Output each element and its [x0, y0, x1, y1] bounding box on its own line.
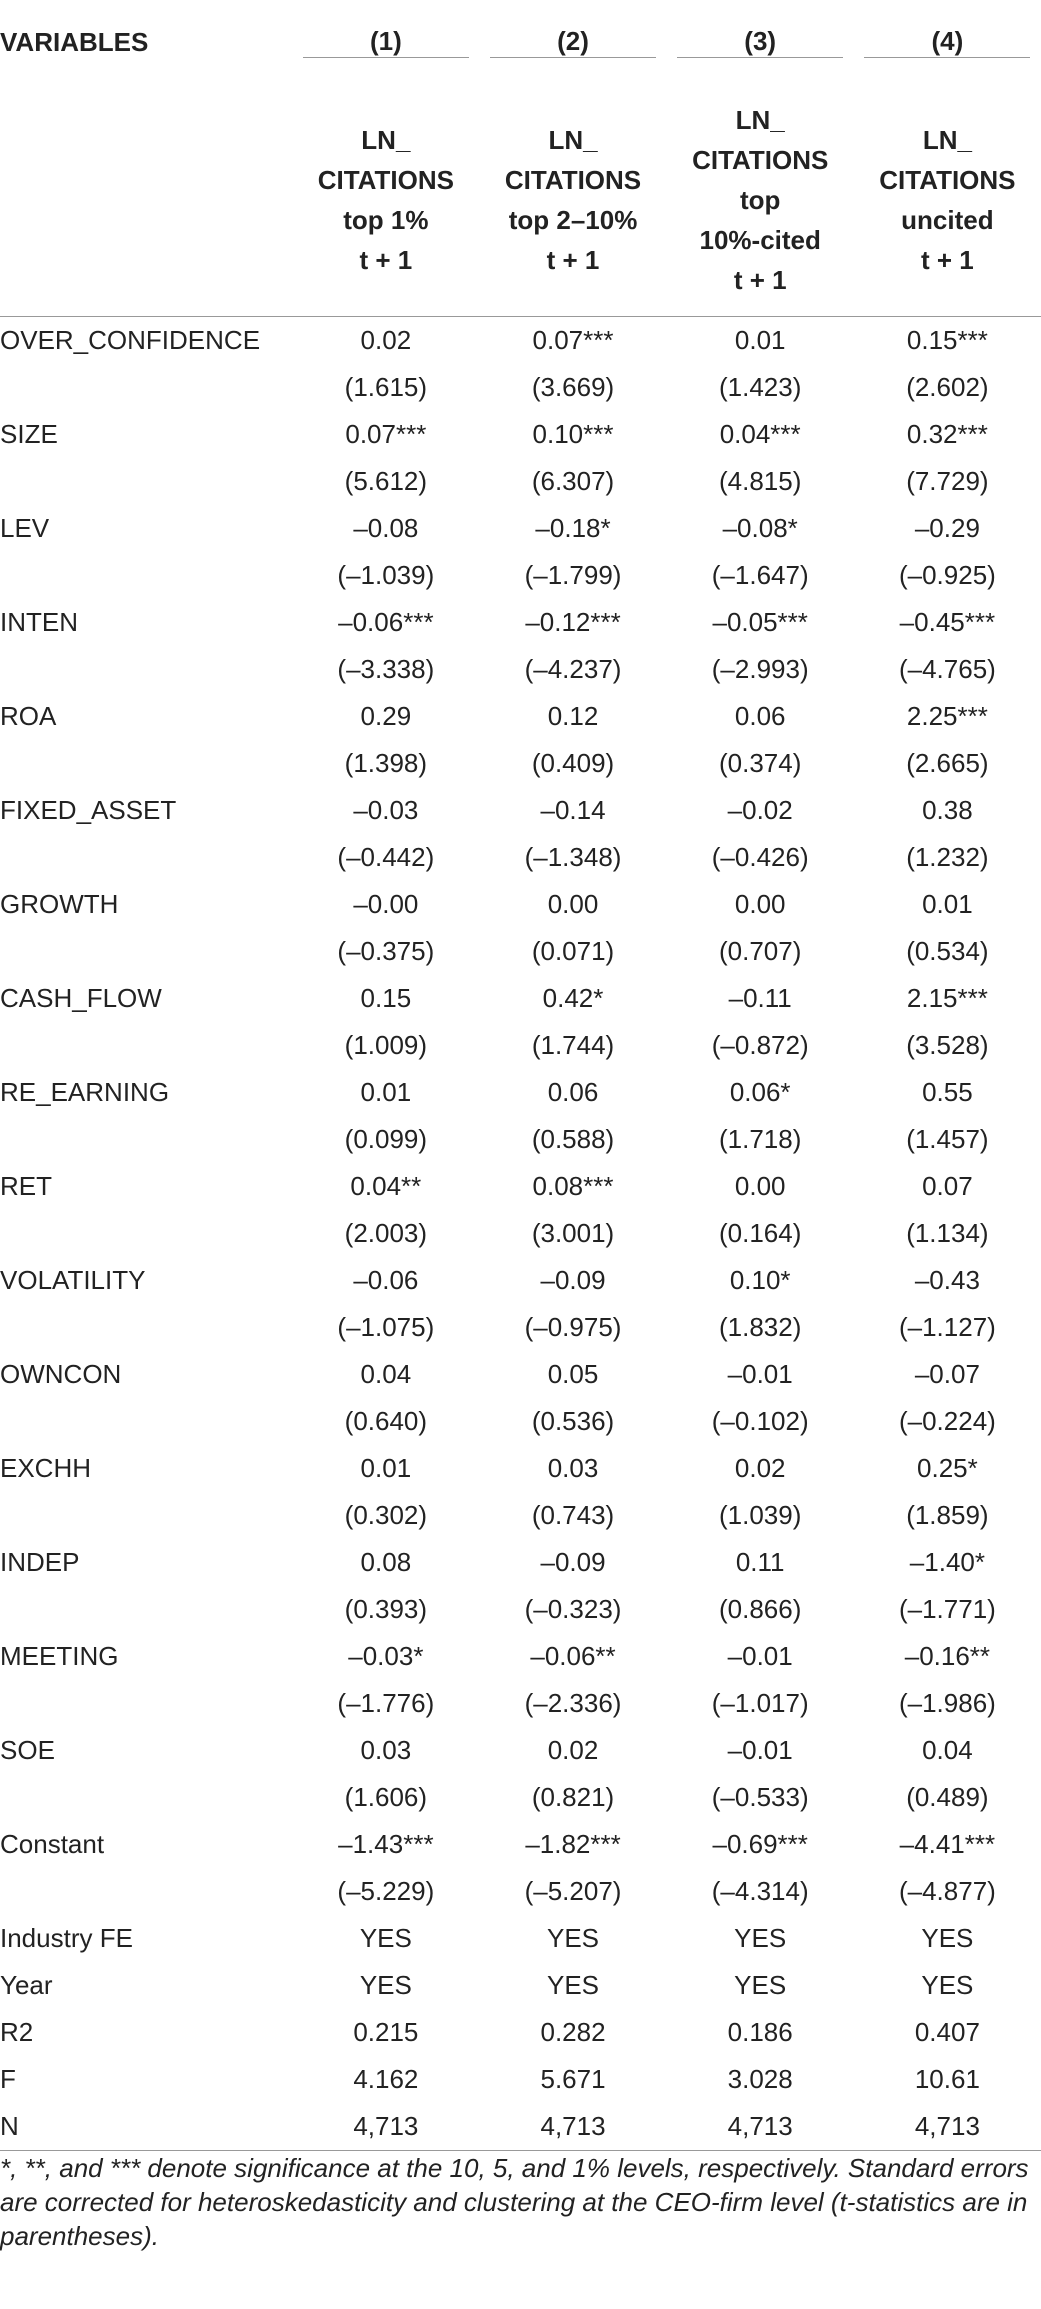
cell-col-4: (–0.224): [898, 1406, 996, 1436]
cell-col-4: 0.55: [922, 1077, 973, 1107]
table-row: [0, 1915, 1041, 1962]
cell-col-3: –0.69***: [712, 1829, 808, 1859]
row-label: EXCHH: [0, 1453, 92, 1483]
column-description-2: [479, 84, 666, 317]
cell-col-1: –0.06: [353, 1265, 419, 1295]
column-number-row: [0, 0, 1041, 84]
cell-col-3: 0.06: [734, 701, 786, 731]
cell-col-3: 0.10*: [729, 1265, 791, 1295]
table-row: [0, 1304, 1041, 1351]
table-row: [0, 1257, 1041, 1304]
cell-col-1: (1.615): [344, 372, 428, 402]
table-row: [0, 1445, 1041, 1492]
row-label: ROA: [0, 701, 57, 731]
cell-col-4: (1.232): [906, 842, 989, 872]
cell-col-2: 0.07***: [532, 325, 614, 355]
row-label: GROWTH: [0, 889, 119, 919]
cell-col-2: 0.00: [547, 889, 599, 919]
cell-col-3: (1.423): [719, 372, 802, 402]
cell-col-1: (–5.229): [337, 1876, 435, 1906]
column-description-1-text: LN_ CITATIONS top 1% t + 1: [317, 125, 454, 275]
cell-col-3: (–1.017): [711, 1688, 809, 1718]
table-row: [0, 317, 1041, 365]
cell-col-2: (–0.323): [524, 1594, 622, 1624]
cell-col-3: (–1.647): [711, 560, 809, 590]
cell-col-4: (3.528): [906, 1030, 989, 1060]
cell-col-3: –0.08*: [722, 513, 798, 543]
cell-col-2: 0.282: [540, 2017, 606, 2047]
cell-col-4: (1.859): [906, 1500, 989, 1530]
table-header: [0, 0, 1041, 317]
cell-col-1: –0.03: [353, 795, 419, 825]
cell-col-1: 0.04: [360, 1359, 412, 1389]
cell-col-4: (–0.925): [898, 560, 996, 590]
cell-col-2: (0.588): [531, 1124, 615, 1154]
table-row: [0, 1774, 1041, 1821]
cell-col-3: 4,713: [727, 2111, 793, 2141]
cell-col-3: 0.01: [734, 325, 786, 355]
row-label: VOLATILITY: [0, 1265, 146, 1295]
cell-col-2: (3.001): [531, 1218, 615, 1248]
cell-col-3: (–0.426): [711, 842, 809, 872]
table-row: [0, 1539, 1041, 1586]
cell-col-2: 0.06: [547, 1077, 599, 1107]
row-label: INDEP: [0, 1547, 80, 1577]
column-description-4-text: LN_ CITATIONS uncited t + 1: [879, 125, 1016, 275]
cell-col-4: (–4.765): [898, 654, 996, 684]
cell-col-1: 4.162: [353, 2064, 419, 2094]
column-description-3: [667, 84, 854, 317]
row-label: [0, 1210, 292, 1257]
cell-col-4: 0.07: [922, 1171, 973, 1201]
cell-col-2: (0.821): [531, 1782, 615, 1812]
cell-col-1: –0.08: [353, 513, 419, 543]
table-row: [0, 2056, 1041, 2103]
cell-col-3: –0.01: [727, 1359, 793, 1389]
table-row: [0, 646, 1041, 693]
cell-col-1: –1.43***: [338, 1829, 434, 1859]
cell-col-4: –0.29: [914, 513, 980, 543]
cell-col-3: (0.866): [719, 1594, 802, 1624]
table-row: [0, 1868, 1041, 1915]
cell-col-4: (0.489): [906, 1782, 989, 1812]
row-label: RET: [0, 1171, 52, 1201]
table-row: [0, 881, 1041, 928]
cell-col-4: (7.729): [906, 466, 989, 496]
cell-col-3: –0.11: [728, 983, 792, 1013]
row-label: [0, 1868, 292, 1915]
cell-col-1: (–3.338): [337, 654, 435, 684]
cell-col-4: (–1.127): [898, 1312, 996, 1342]
table-footer: [0, 2151, 1041, 2254]
cell-col-4: 0.32***: [906, 419, 988, 449]
cell-col-3: –0.01: [727, 1735, 793, 1765]
cell-col-2: 0.03: [547, 1453, 599, 1483]
row-label: Industry FE: [0, 1923, 133, 1953]
cell-col-4: 0.04: [922, 1735, 973, 1765]
row-label: CASH_FLOW: [0, 983, 162, 1013]
cell-col-4: (–1.771): [898, 1594, 996, 1624]
cell-col-4: –0.16**: [904, 1641, 991, 1671]
footnote: *, **, and *** denote significance at the 10, 5, and 1% levels, respectively. Standard errors are corrected for heteroskedasticity and clustering at the CEO-firm level (t-statistics are in parentheses).: [0, 2151, 1041, 2254]
cell-col-2: –0.18*: [535, 513, 611, 543]
column-number-3-label: (3): [677, 26, 843, 58]
cell-col-4: –4.41***: [899, 1829, 996, 1859]
table-row: [0, 1351, 1041, 1398]
cell-col-1: YES: [359, 1923, 412, 1953]
cell-col-4: 0.25*: [917, 1453, 978, 1483]
cell-col-4: (–1.986): [898, 1688, 996, 1718]
row-label: N: [0, 2111, 19, 2141]
table-row: [0, 552, 1041, 599]
cell-col-1: 4,713: [353, 2111, 419, 2141]
cell-col-4: 10.61: [914, 2064, 980, 2094]
cell-col-2: –0.09: [540, 1547, 606, 1577]
variables-header: VARIABLES: [0, 26, 149, 57]
cell-col-4: YES: [921, 1923, 974, 1953]
table-row: [0, 1680, 1041, 1727]
row-label: SIZE: [0, 419, 58, 449]
cell-col-1: (1.398): [344, 748, 428, 778]
table-body: [0, 317, 1041, 2151]
row-label: [0, 1774, 292, 1821]
row-label: [0, 1304, 292, 1351]
table-row: [0, 364, 1041, 411]
cell-col-1: 0.08: [360, 1547, 412, 1577]
cell-col-2: (3.669): [531, 372, 615, 402]
table-row: [0, 505, 1041, 552]
row-label: RE_EARNING: [0, 1077, 170, 1107]
cell-col-2: 0.08***: [532, 1171, 614, 1201]
cell-col-2: (1.744): [531, 1030, 615, 1060]
cell-col-3: 0.06*: [729, 1077, 791, 1107]
cell-col-3: (–0.533): [711, 1782, 809, 1812]
row-label: INTEN: [0, 607, 78, 637]
row-label: OVER_CONFIDENCE: [0, 325, 261, 355]
cell-col-2: (0.536): [531, 1406, 615, 1436]
column-description-1: [292, 84, 479, 317]
table-row: [0, 693, 1041, 740]
cell-col-4: (0.534): [906, 936, 989, 966]
cell-col-1: 0.215: [353, 2017, 419, 2047]
cell-col-3: –0.05***: [712, 607, 808, 637]
cell-col-2: (0.071): [531, 936, 615, 966]
cell-col-1: 0.15: [360, 983, 412, 1013]
cell-col-1: (0.393): [344, 1594, 428, 1624]
cell-col-2: (6.307): [531, 466, 615, 496]
cell-col-1: (–1.075): [337, 1312, 435, 1342]
column-number-3: [667, 0, 854, 84]
cell-col-4: 0.38: [922, 795, 973, 825]
column-number-2: [479, 0, 666, 84]
column-number-1: [292, 0, 479, 84]
cell-col-2: 0.10***: [532, 419, 614, 449]
column-number-2-label: (2): [490, 26, 656, 58]
cell-col-2: YES: [547, 1923, 600, 1953]
cell-col-4: –0.07: [914, 1359, 980, 1389]
row-label: [0, 1022, 292, 1069]
cell-col-3: (4.815): [719, 466, 802, 496]
table-row: [0, 1633, 1041, 1680]
cell-col-4: 0.15***: [906, 325, 988, 355]
cell-col-1: (2.003): [344, 1218, 428, 1248]
cell-col-3: 0.00: [734, 889, 786, 919]
table-row: [0, 1962, 1041, 2009]
cell-col-4: 4,713: [914, 2111, 980, 2141]
column-description-row: [0, 84, 1041, 317]
column-number-1-label: (1): [303, 26, 469, 58]
row-label: F: [0, 2064, 16, 2094]
table-row: [0, 834, 1041, 881]
column-description-3-text: LN_ CITATIONS top 10%-cited t + 1: [692, 105, 829, 295]
cell-col-1: (1.606): [344, 1782, 428, 1812]
table-row: [0, 2009, 1041, 2056]
cell-col-1: (–1.776): [337, 1688, 435, 1718]
cell-col-4: –0.45***: [899, 607, 996, 637]
cell-col-4: 2.25***: [906, 701, 988, 731]
table-row: [0, 411, 1041, 458]
cell-col-2: 0.12: [547, 701, 599, 731]
cell-col-2: –0.14: [540, 795, 606, 825]
column-description-2-text: LN_ CITATIONS top 2–10% t + 1: [504, 125, 642, 275]
cell-col-1: 0.01: [360, 1077, 412, 1107]
row-label: [0, 646, 292, 693]
cell-col-2: 5.671: [540, 2064, 606, 2094]
cell-col-3: 0.00: [734, 1171, 786, 1201]
row-label: [0, 928, 292, 975]
cell-col-4: (–4.877): [898, 1876, 996, 1906]
table-row: [0, 1821, 1041, 1868]
cell-col-1: 0.02: [360, 325, 412, 355]
row-label: MEETING: [0, 1641, 119, 1671]
row-label: [0, 458, 292, 505]
table-row: [0, 1069, 1041, 1116]
cell-col-3: (0.707): [719, 936, 802, 966]
row-label: [0, 552, 292, 599]
cell-col-2: 0.02: [547, 1735, 599, 1765]
column-number-4: [854, 0, 1041, 84]
cell-col-4: 0.01: [922, 889, 973, 919]
row-label: R2: [0, 2017, 34, 2047]
cell-col-1: YES: [359, 1970, 412, 2000]
cell-col-2: 0.05: [547, 1359, 599, 1389]
cell-col-3: (–0.102): [711, 1406, 809, 1436]
cell-col-2: 0.42*: [542, 983, 604, 1013]
cell-col-3: (0.164): [719, 1218, 802, 1248]
table-row: [0, 1727, 1041, 1774]
row-label: [0, 1492, 292, 1539]
cell-col-1: 0.03: [360, 1735, 412, 1765]
cell-col-2: (–2.336): [524, 1688, 622, 1718]
row-label: [0, 834, 292, 881]
cell-col-4: (1.134): [906, 1218, 989, 1248]
table-row: [0, 1586, 1041, 1633]
table-row: [0, 1210, 1041, 1257]
cell-col-4: (2.602): [906, 372, 989, 402]
cell-col-2: –0.12***: [525, 607, 621, 637]
cell-col-3: (1.832): [719, 1312, 802, 1342]
row-label: [0, 1398, 292, 1445]
cell-col-4: –0.43: [914, 1265, 980, 1295]
cell-col-1: –0.06***: [338, 607, 434, 637]
cell-col-4: 0.407: [914, 2017, 980, 2047]
cell-col-3: (0.374): [719, 748, 802, 778]
cell-col-2: YES: [547, 1970, 600, 2000]
row-label: Year: [0, 1970, 53, 2000]
table-row: [0, 1163, 1041, 1210]
cell-col-3: (–2.993): [711, 654, 809, 684]
table-row: [0, 1398, 1041, 1445]
cell-col-2: (–4.237): [524, 654, 622, 684]
cell-col-4: YES: [921, 1970, 974, 2000]
cell-col-2: –0.06**: [530, 1641, 616, 1671]
description-blank: [0, 84, 292, 317]
cell-col-1: 0.01: [360, 1453, 412, 1483]
table-row: [0, 787, 1041, 834]
cell-col-1: –0.00: [353, 889, 419, 919]
cell-col-3: 0.02: [734, 1453, 786, 1483]
cell-col-2: (–5.207): [524, 1876, 622, 1906]
cell-col-2: 4,713: [540, 2111, 606, 2141]
cell-col-1: (–0.442): [337, 842, 435, 872]
cell-col-3: YES: [734, 1970, 787, 2000]
cell-col-3: (–0.872): [711, 1030, 809, 1060]
cell-col-4: (1.457): [906, 1124, 989, 1154]
row-label: SOE: [0, 1735, 55, 1765]
cell-col-1: (0.640): [344, 1406, 428, 1436]
row-label: [0, 1586, 292, 1633]
row-label: [0, 364, 292, 411]
cell-col-3: YES: [734, 1923, 787, 1953]
cell-col-4: 2.15***: [906, 983, 988, 1013]
cell-col-3: (1.718): [719, 1124, 802, 1154]
cell-col-2: (–1.348): [524, 842, 622, 872]
cell-col-1: (–1.039): [337, 560, 435, 590]
row-label: OWNCON: [0, 1359, 122, 1389]
cell-col-1: 0.07***: [345, 419, 427, 449]
row-label: [0, 1116, 292, 1163]
cell-col-3: 0.186: [727, 2017, 793, 2047]
cell-col-2: –1.82***: [525, 1829, 621, 1859]
cell-col-1: (5.612): [344, 466, 428, 496]
cell-col-1: (0.099): [344, 1124, 428, 1154]
table-row: [0, 1022, 1041, 1069]
cell-col-4: (2.665): [906, 748, 989, 778]
table-row: [0, 740, 1041, 787]
cell-col-2: (–1.799): [524, 560, 622, 590]
table-row: [0, 2103, 1041, 2151]
cell-col-1: (–0.375): [337, 936, 435, 966]
cell-col-3: 0.04***: [719, 419, 801, 449]
cell-col-2: (–0.975): [524, 1312, 622, 1342]
table-row: [0, 458, 1041, 505]
row-label: [0, 740, 292, 787]
table-row: [0, 1116, 1041, 1163]
table-row: [0, 1492, 1041, 1539]
cell-col-2: (0.743): [531, 1500, 615, 1530]
cell-col-3: –0.01: [727, 1641, 793, 1671]
row-label: Constant: [0, 1829, 105, 1859]
cell-col-3: (1.039): [719, 1500, 802, 1530]
cell-col-3: –0.02: [727, 795, 793, 825]
row-label: [0, 1680, 292, 1727]
column-description-4: [854, 84, 1041, 317]
row-label: FIXED_ASSET: [0, 795, 177, 825]
cell-col-3: 0.11: [735, 1547, 785, 1577]
cell-col-2: –0.09: [540, 1265, 606, 1295]
footnote-row: [0, 2151, 1041, 2254]
cell-col-1: 0.04**: [350, 1171, 422, 1201]
row-label: LEV: [0, 513, 50, 543]
cell-col-3: 3.028: [727, 2064, 793, 2094]
cell-col-3: (–4.314): [711, 1876, 809, 1906]
cell-col-4: –1.40*: [909, 1547, 985, 1577]
cell-col-1: (1.009): [344, 1030, 428, 1060]
table-row: [0, 975, 1041, 1022]
cell-col-1: (0.302): [344, 1500, 428, 1530]
cell-col-2: (0.409): [531, 748, 615, 778]
table-row: [0, 599, 1041, 646]
cell-col-1: –0.03*: [348, 1641, 424, 1671]
cell-col-1: 0.29: [360, 701, 412, 731]
column-number-4-label: (4): [864, 26, 1030, 58]
table-row: [0, 928, 1041, 975]
